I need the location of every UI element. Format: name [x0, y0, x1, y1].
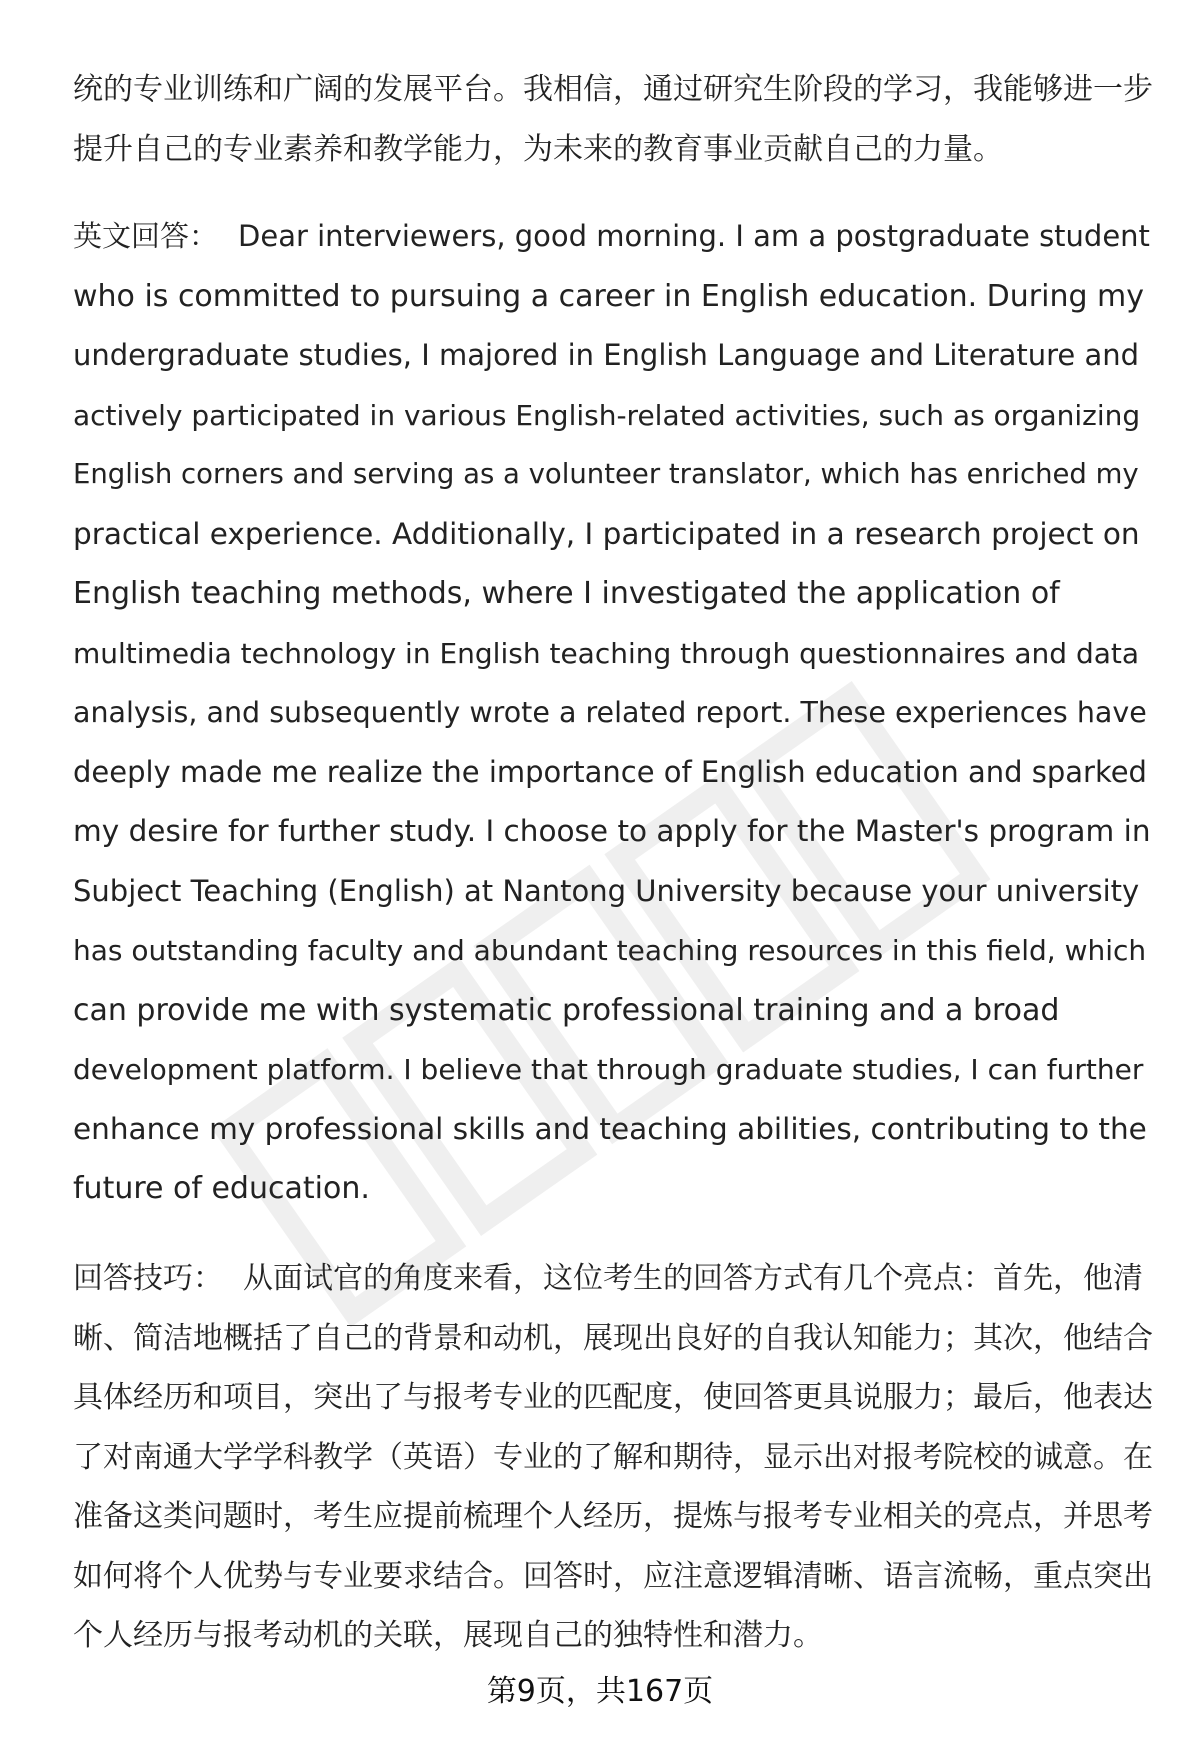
- english-line: actively participated in various English-related activities, such as organizing: [73, 398, 1141, 432]
- answer-tips-paragraph: [73, 1249, 1153, 1666]
- english-answer-paragraph: [73, 207, 1153, 1219]
- english-line: my desire for further study. I choose to apply for the Master's program in: [73, 814, 1151, 848]
- english-line: Subject Teaching (English) at Nantong University because your university: [73, 873, 1140, 908]
- tips-line: 晰、简洁地概括了自己的背景和动机，展现出良好的自我认知能力；其次，他结合: [73, 1320, 1153, 1356]
- english-line: can provide me with systematic professional training and a broad: [73, 992, 1060, 1028]
- english-line: development platform. I believe that through graduate studies, I can further: [73, 1053, 1144, 1086]
- intro-line: 提升自己的专业素养和教学能力，为未来的教育事业贡献自己的力量。: [73, 131, 1003, 167]
- english-line: deeply made me realize the importance of English education and sparked: [73, 754, 1147, 789]
- tips-line: 如何将个人优势与专业要求结合。回答时，应注意逻辑清晰、语言流畅，重点突出: [73, 1558, 1153, 1594]
- page-number: 第9页，共167页: [486, 1674, 714, 1709]
- english-line: who is committed to pursuing a career in English education. During my: [73, 278, 1145, 314]
- tips-line: 具体经历和项目，突出了与报考专业的匹配度，使回答更具说服力；最后，他表达: [73, 1380, 1153, 1415]
- english-line: multimedia technology in English teaching through questionnaires and data: [73, 636, 1140, 670]
- intro-line: 统的专业训练和广阔的发展平台。我相信，通过研究生阶段的学习，我能够进一步: [73, 72, 1153, 107]
- english-line: undergraduate studies, I majored in English Language and Literature and: [73, 338, 1140, 372]
- tips-line: [73, 1249, 1153, 1309]
- tips-line-text: 从面试官的角度来看，这位考生的回答方式有几个亮点：首先，他清: [243, 1261, 1143, 1296]
- tips-line: 准备这类问题时，考生应提前梳理个人经历，提炼与报考专业相关的亮点，并思考: [73, 1499, 1153, 1534]
- answer-tips-label: 回答技巧：: [73, 1261, 223, 1296]
- english-answer-label: 英文回答：: [73, 219, 219, 253]
- english-line: practical experience. Additionally, I participated in a research project on: [73, 516, 1140, 551]
- english-line: enhance my professional skills and teaching abilities, contributing to the: [73, 1111, 1147, 1146]
- intro-paragraph: [73, 60, 1153, 179]
- tips-line: 个人经历与报考动机的关联，展现自己的独特性和潜力。: [73, 1618, 823, 1653]
- english-line: has outstanding faculty and abundant teaching resources in this field, which: [73, 934, 1147, 967]
- english-line: English corners and serving as a volunteer translator, which has enriched my: [73, 458, 1139, 490]
- english-line: English teaching methods, where I investigated the application of: [73, 576, 1060, 611]
- english-line: future of education.: [73, 1171, 370, 1206]
- english-line: [73, 207, 1153, 267]
- english-line-text: Dear interviewers, good morning. I am a postgraduate student: [238, 219, 1150, 253]
- tips-line: 了对南通大学学科教学（英语）专业的了解和期待，显示出对报考院校的诚意。在: [73, 1439, 1153, 1475]
- english-line: analysis, and subsequently wrote a related report. These experiences have: [73, 696, 1147, 729]
